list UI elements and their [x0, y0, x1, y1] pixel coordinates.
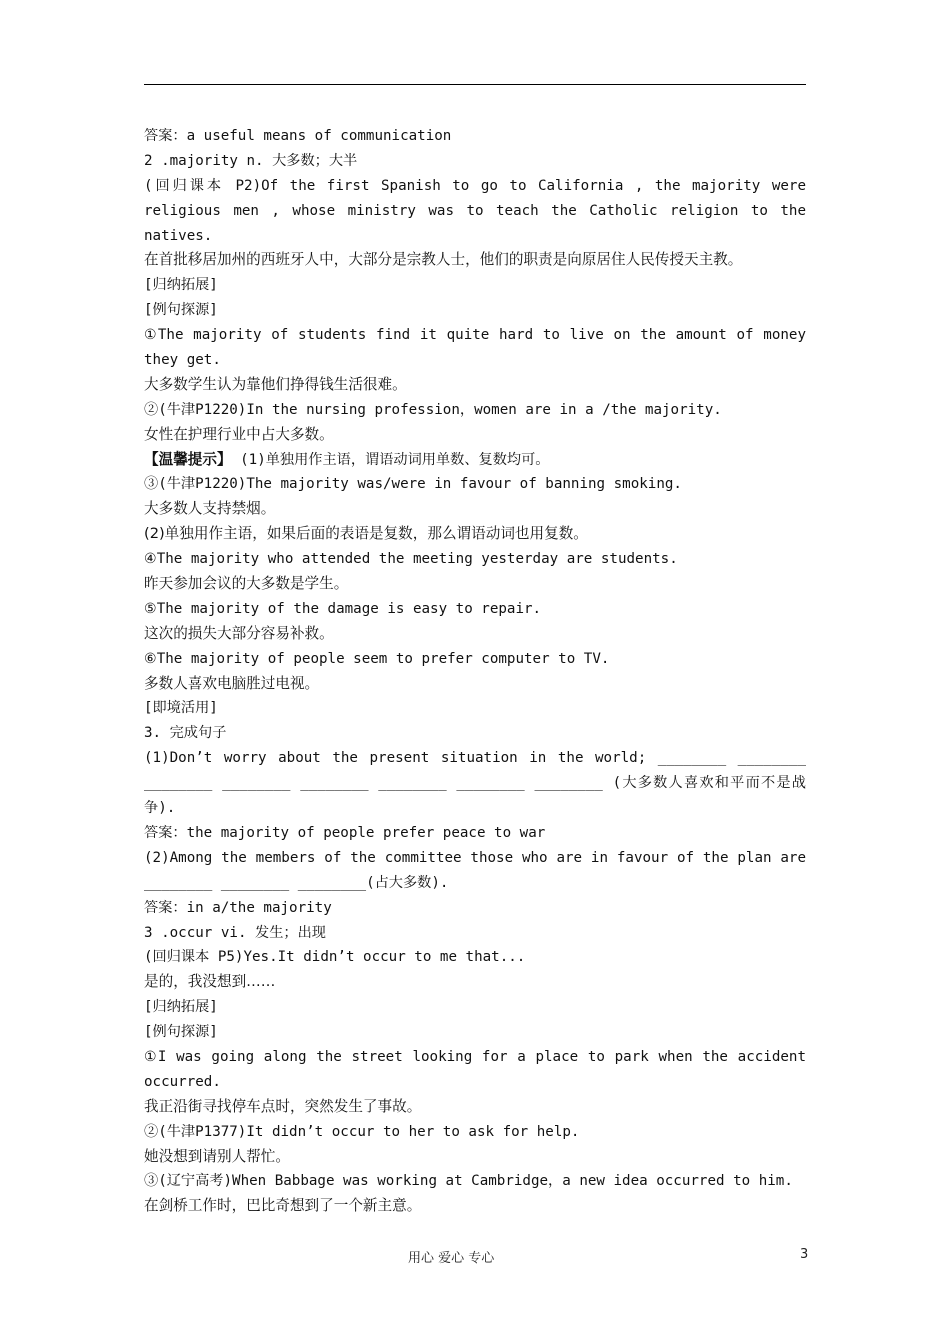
- text-line: ②(牛津P1377)It didn’t occur to her to ask for help.: [144, 1123, 580, 1140]
- text-line: (回归课本 P5)Yes.It didn’t occur to me that...: [144, 949, 526, 966]
- text-line: (2)单独用作主语，如果后面的表语是复数，那么谓语动词也用复数。: [144, 525, 588, 543]
- text-line: 我正沿街寻找停车点时，突然发生了事故。: [144, 1097, 422, 1115]
- text-line: 2 .majority n. 大多数；大半: [144, 152, 358, 169]
- text-line: 3. 完成句子: [144, 725, 227, 742]
- text-line: 3 .occur vi. 发生；出现: [144, 924, 326, 941]
- tip-text: (1)单独用作主语，谓语动词用单数、复数均可。: [231, 451, 550, 468]
- tip-label: 【温馨提示】: [144, 450, 232, 468]
- text-line: [例句探源]: [144, 302, 218, 319]
- text-line: [归纳拓展]: [144, 277, 218, 294]
- text-line: religious men , whose ministry was to teach the Catholic religion to the: [144, 202, 806, 219]
- text-line: 在首批移居加州的西班牙人中，大部分是宗教人士，他们的职责是向原居住人民传授天主教。: [144, 251, 743, 269]
- text-line: 答案：the majority of people prefer peace to war: [144, 824, 546, 841]
- text-line: (回归课本 P2)Of the first Spanish to go to California , the majority were: [144, 177, 806, 194]
- text-line: 答案：a useful means of communication: [144, 128, 452, 144]
- text-line: [144, 448, 806, 473]
- footer-motto: 用心 爱心 专心: [408, 1251, 495, 1266]
- text-line: 昨天参加会议的大多数是学生。: [144, 575, 349, 593]
- text-line: (1)Don’t worry about the present situation in the world; ________ ________: [144, 750, 806, 767]
- text-line: [归纳拓展]: [144, 999, 218, 1016]
- text-line: [例句探源]: [144, 1024, 218, 1041]
- text-line: 在剑桥工作时，巴比奇想到了一个新主意。: [144, 1197, 422, 1215]
- document-body: [144, 124, 806, 1219]
- text-line: 是的，我没想到……: [144, 973, 276, 991]
- text-line: [即境活用]: [144, 700, 218, 717]
- page-number: 3: [800, 1247, 809, 1262]
- text-line: 多数人喜欢电脑胜过电视。: [144, 674, 320, 692]
- text-line: ⑥The majority of people seem to prefer computer to TV.: [144, 650, 610, 667]
- text-line: 大多数学生认为靠他们挣得钱生活很难。: [144, 375, 407, 393]
- text-line: ②(牛津P1220)In the nursing profession，women are in a /the majority.: [144, 401, 722, 418]
- text-line: they get.: [144, 352, 221, 369]
- header-rule: [144, 84, 806, 85]
- page-footer: [0, 1247, 950, 1271]
- text-line: ③(牛津P1220)The majority was/were in favour of banning smoking.: [144, 476, 682, 493]
- text-line: ①I was going along the street looking for a place to park when the accident: [144, 1048, 806, 1065]
- text-line: ③(辽宁高考)When Babbage was working at Cambridge，a new idea occurred to him.: [144, 1173, 793, 1190]
- text-line: 争).: [144, 800, 176, 817]
- text-line: 答案：in a/the majority: [144, 899, 332, 916]
- text-line: ⑤The majority of the damage is easy to repair.: [144, 600, 542, 617]
- text-line: ④The majority who attended the meeting yesterday are students.: [144, 551, 678, 568]
- text-line: ________ ________ ________(占大多数).: [144, 874, 449, 891]
- text-line: (2)Among the members of the committee those who are in favour of the plan are: [144, 849, 806, 866]
- text-line: 女性在护理行业中占大多数。: [144, 425, 334, 443]
- text-line: ________ ________ ________ ________ ________ ________ (大多数人喜欢和平而不是战: [144, 775, 806, 792]
- text-line: 她没想到请别人帮忙。: [144, 1147, 290, 1165]
- text-line: occurred.: [144, 1073, 221, 1090]
- text-line: ①The majority of students find it quite hard to live on the amount of money: [144, 327, 806, 344]
- text-line: 大多数人支持禁烟。: [144, 500, 276, 518]
- text-line: 这次的损失大部分容易补救。: [144, 624, 334, 642]
- text-line: natives.: [144, 227, 213, 244]
